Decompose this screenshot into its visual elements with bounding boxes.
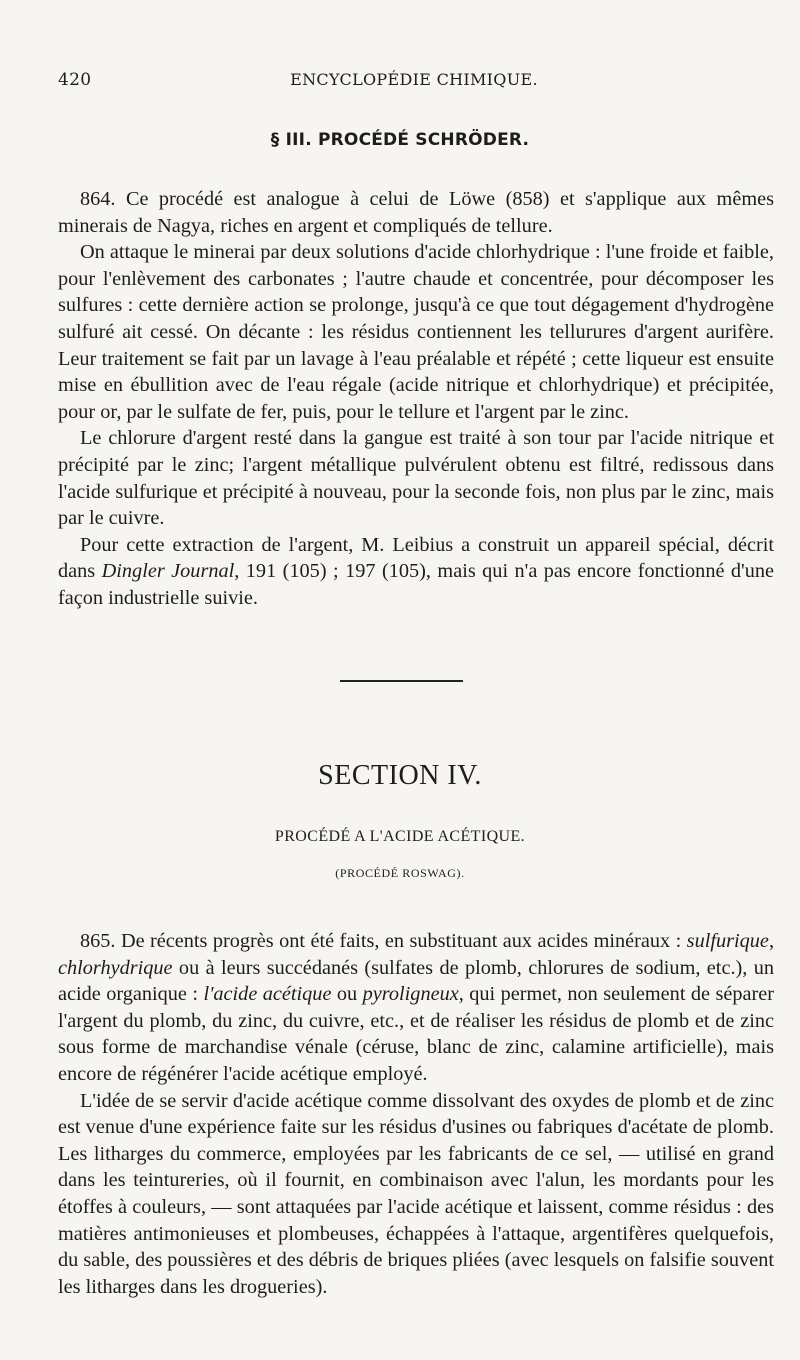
running-header xyxy=(58,70,770,94)
section-heading: § III. PROCÉDÉ SCHRÖDER. xyxy=(270,130,530,150)
paragraph-leibius xyxy=(58,532,774,612)
section-note: (PROCÉDÉ ROSWAG). xyxy=(335,866,465,880)
section-subtitle: PROCÉDÉ A L'ACIDE ACÉTIQUE. xyxy=(274,828,526,845)
section-4-body xyxy=(58,928,774,1300)
paragraph-number: 865. xyxy=(80,930,116,952)
paragraph-number: 864. xyxy=(80,188,116,210)
paragraph-chloride: Le chlorure d'argent resté dans la gangue est traité à son tour par l'acide nitrique et précipité par le zinc; l'argent métallique pulvérulent obtenu est filtré, redissous dans l'acide sulfurique et précipité à nouveau, pour la seconde fois, non plus par le zinc, mais par le cuivre. xyxy=(58,427,774,530)
text-run: De récents progrès ont été faits, en substituant aux acides minéraux : xyxy=(120,930,687,952)
italic-term: sulfurique xyxy=(686,930,769,952)
text-run: Pour cette extraction de l'argent, M. Leibius a construit un appareil spécial, décrit dans xyxy=(58,533,774,583)
paragraph-text: Ce procédé est analogue à celui de Löwe (858) et s'applique aux mêmes minerais de Nagya, riches en argent et compliqués de tellure. xyxy=(58,188,774,237)
paragraph-864 xyxy=(58,186,774,239)
journal-title: Dingler Journal xyxy=(101,560,235,583)
section-divider xyxy=(340,680,463,682)
text-run: , qui permet, non seulement de séparer l'argent du plomb, du zinc, du cuivre, etc., et de réaliser les résidus de plomb et de zinc sous forme de marchandise vénale (céruse, blanc de zinc, calamine artificielle), mais encore de régénérer l'acide acétique employé. xyxy=(58,983,775,1085)
paragraph-865 xyxy=(58,928,774,1088)
italic-term: l'acide acétique xyxy=(203,983,332,1006)
section-title: SECTION IV. xyxy=(318,760,482,791)
text-run: , 191 (105) ; 197 (105), mais qui n'a pas encore fonctionné d'une façon industrielle suivie. xyxy=(58,560,774,609)
page-number: 420 xyxy=(58,70,92,90)
text-run: ou xyxy=(331,983,363,1006)
paragraph-attack: On attaque le minerai par deux solutions d'acide chlorhydrique : l'une froide et faible, pour l'enlèvement des carbonates ; l'autre chaude et concentrée, pour décomposer les sulfures : cette dernière action se prolonge, jusqu'à ce que tout dégagement d'hydrogène sulfuré ait cessé. On décante : les résidus contiennent les tellurures d'argent aurifère. Leur traitement se fait par un lavage à l'eau préalable et répété ; cette liqueur est ensuite mise en ébullition avec de l'eau régale (acide nitrique et chlorhydrique) et précipitée, pour or, par le sulfate de fer, puis, pour le tellure et l'argent par le zinc. xyxy=(58,241,774,423)
paragraph-idea: L'idée de se servir d'acide acétique comme dissolvant des oxydes de plomb et de zinc est venue d'une expérience faite sur les résidus d'usines ou fabriques d'acétate de plomb. Les litharges du commerce, employées par les fabricants de ce sel, — utilisé en grand dans les teintureries, où il fournit, en combinaison avec l'alun, les mordants pour les étoffes à couleurs, — sont attaquées par l'acide acétique et laissent, comme résidus : des matières antimonieuses et plombeuses, échappées à l'attaque, argentifères quelquefois, du sable, des poussières et des débris de briques pliées (avec lesquels on falsifie souvent les litharges dans les drogueries). xyxy=(58,1089,774,1298)
section-3-body xyxy=(58,186,774,612)
italic-term: pyroligneux xyxy=(362,983,459,1006)
running-title: ENCYCLOPÉDIE CHIMIQUE. xyxy=(290,70,538,89)
text-run: , xyxy=(768,930,775,952)
text-run: ou à leurs succédanés (sulfates de plomb, chlorures de sodium, etc.), un acide organique : xyxy=(58,956,774,1006)
italic-term: chlorhydrique xyxy=(58,956,173,979)
